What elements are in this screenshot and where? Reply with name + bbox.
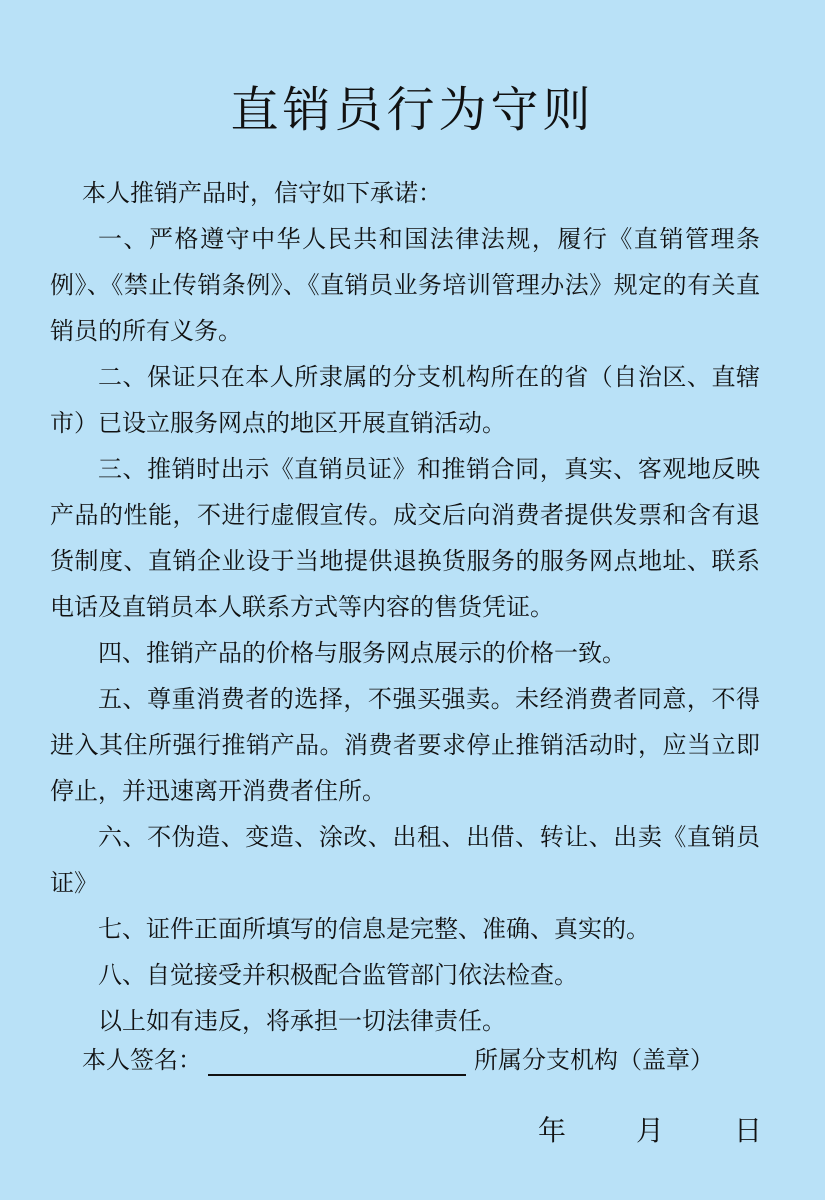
rule-item-3: 三、推销时出示《直销员证》和推销合同，真实、客观地反映产品的性能，不进行虚假宣传。成交后向消费者提供发票和含有退货制度、直销企业设于当地提供退换货服务的服务网点地址、联系电话及直销员本人联系方式等内容的售货凭证。 xyxy=(50,455,760,621)
date-year-label: 年 xyxy=(538,1114,567,1147)
rule-item-2: 二、保证只在本人所隶属的分支机构所在的省（自治区、直辖市）已设立服务网点的地区开展直销活动。 xyxy=(50,363,760,437)
signature-label: 本人签名： xyxy=(82,1046,202,1074)
closing-text: 以上如有违反，将承担一切法律责任。 xyxy=(98,1007,506,1035)
document-body xyxy=(50,170,760,1044)
document-title: 直销员行为守则 xyxy=(230,82,595,138)
rule-item-8: 八、自觉接受并积极配合监管部门依法检查。 xyxy=(98,961,578,989)
date-month-label: 月 xyxy=(636,1114,665,1147)
rule-item-4: 四、推销产品的价格与服务网点展示的价格一致。 xyxy=(98,639,626,667)
rule-item-7: 七、证件正面所填写的信息是完整、准确、真实的。 xyxy=(98,915,650,943)
branch-stamp-label: 所属分支机构（盖章） xyxy=(474,1046,714,1074)
rule-item-5: 五、尊重消费者的选择，不强买强卖。未经消费者同意，不得进入其住所强行推销产品。消费者要求停止推销活动时，应当立即停止，并迅速离开消费者住所。 xyxy=(50,685,760,805)
signature-row xyxy=(82,1038,762,1082)
signature-line xyxy=(208,1044,466,1076)
rule-item-1: 一、严格遵守中华人民共和国法律法规，履行《直销管理条例》、《禁止传销条例》、《直销员业务培训管理办法》规定的有关直销员的所有义务。 xyxy=(50,225,760,345)
intro-text: 本人推销产品时，信守如下承诺： xyxy=(82,179,442,207)
date-day-label: 日 xyxy=(734,1114,763,1147)
rule-item-6: 六、不伪造、变造、涂改、出租、出借、转让、出卖《直销员证》 xyxy=(50,823,760,897)
